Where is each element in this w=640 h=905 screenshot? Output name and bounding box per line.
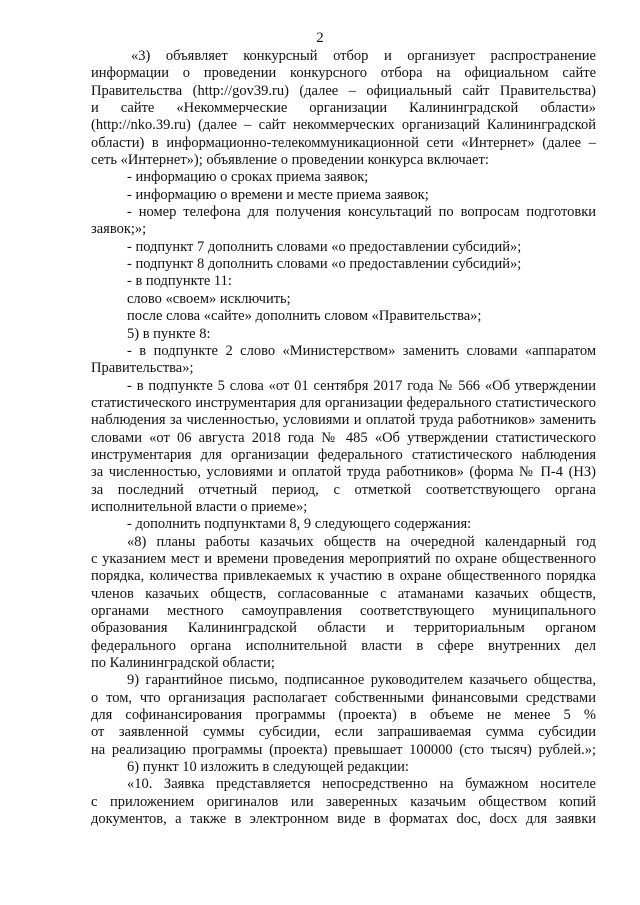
- text-line: 9) гарантийное письмо, подписанное руководителем казачьего общества,: [127, 672, 596, 689]
- text-line: - в подпункте 2 слово «Министерством» заменить словами «аппаратом: [127, 342, 596, 359]
- text-line: «3) объявляет конкурсный отбор и организует распространение: [131, 48, 596, 64]
- text-line: за численностью, условиями и оплатой труда работников» (форма № П-4 (НЗ): [91, 464, 596, 481]
- text-line: от заявленной суммы субсидии, если запрашиваемая сумма субсидии: [91, 724, 596, 741]
- text-line: «10. Заявка представляется непосредственно на бумажном носителе: [127, 776, 596, 793]
- text-line: - информацию о времени и месте приема заявок;: [127, 186, 429, 203]
- text-line: заявок;»;: [91, 221, 147, 238]
- text-line: с указанием мест и времени проведения мероприятий по охране общественного: [91, 550, 596, 567]
- text-line: - в подпункте 11:: [127, 273, 232, 290]
- text-line: - в подпункте 5 слова «от 01 сентября 2017 года № 566 «Об утверждении: [127, 377, 596, 394]
- text-line: слово «своем» исключить;: [127, 290, 291, 307]
- text-line: (http://nko.39.ru) (далее – сайт некоммерческих организаций Калининградской: [91, 117, 596, 134]
- text-line: образования Калининградской области и территориальным органом: [91, 620, 596, 637]
- text-line: Правительства (http://gov39.ru) (далее – официальный сайт Правительства): [91, 82, 596, 99]
- text-line: органами местного самоуправления соответствующего муниципального: [91, 603, 596, 619]
- text-line: информации о проведении конкурсного отбора на официальном сайте: [91, 65, 596, 82]
- text-line: словами «от 06 августа 2018 года № 485 «Об утверждении статистического: [91, 429, 596, 446]
- text-line: 5) в пункте 8:: [127, 325, 211, 342]
- text-line: - информацию о сроках приема заявок;: [127, 169, 369, 186]
- text-line: - подпункт 8 дополнить словами «о предоставлении субсидий»;: [127, 256, 522, 273]
- text-line: исполнительной власти о приеме»;: [91, 498, 308, 515]
- text-line: для софинансирования программы (проекта) в объеме не менее 5 %: [91, 707, 596, 724]
- text-line: по Калининградской области;: [91, 655, 275, 672]
- text-line: порядка, количества привлекаемых к участию в охране общественного порядка: [91, 568, 596, 585]
- text-line: документов, а также в электронном виде в форматах doc, docx для заявки: [91, 811, 596, 828]
- page-number: 2: [316, 30, 324, 46]
- text-line: на реализацию программы (проекта) превышает 100000 (сто тысяч) рублей.»;: [91, 741, 596, 758]
- text-line: статистического инструментария для организации федерального статистического: [91, 394, 596, 411]
- text-line: наблюдения за численностью, условиями и оплатой труда работников» заменить: [91, 412, 596, 429]
- text-line: - дополнить подпунктами 8, 9 следующего содержания:: [127, 516, 472, 533]
- text-line: «8) планы работы казачьих обществ на очередной календарный год: [127, 533, 596, 550]
- text-line: инструментария для организации федерального статистического наблюдения: [91, 446, 596, 463]
- text-line: Правительства»;: [91, 360, 194, 377]
- text-line: области) в информационно-телекоммуникационной сети «Интернет» (далее –: [91, 134, 596, 151]
- text-line: - номер телефона для получения консультаций по вопросам подготовки: [127, 204, 596, 221]
- text-line: о том, что организация располагает собственными финансовыми средствами: [91, 689, 596, 706]
- text-line: и сайте «Некоммерческие организации Калининградской области»: [91, 100, 596, 117]
- text-line: после слова «сайте» дополнить словом «Правительства»;: [127, 308, 482, 325]
- text-line: членов казачьих обществ, согласованные с атаманами казачьих обществ,: [91, 585, 596, 602]
- text-line: 6) пункт 10 изложить в следующей редакции:: [127, 759, 409, 776]
- text-line: с приложением оригиналов или заверенных казачьим обществом копий: [91, 793, 596, 810]
- text-line: сеть «Интернет»); объявление о проведении конкурса включает:: [91, 152, 489, 169]
- text-line: федерального органа исполнительной власти в сфере внутренних дел: [91, 637, 596, 654]
- text-line: за последний отчетный период, с отметкой соответствующего органа: [91, 481, 596, 498]
- document-body: [91, 48, 596, 828]
- text-line: - подпункт 7 дополнить словами «о предоставлении субсидий»;: [127, 238, 522, 255]
